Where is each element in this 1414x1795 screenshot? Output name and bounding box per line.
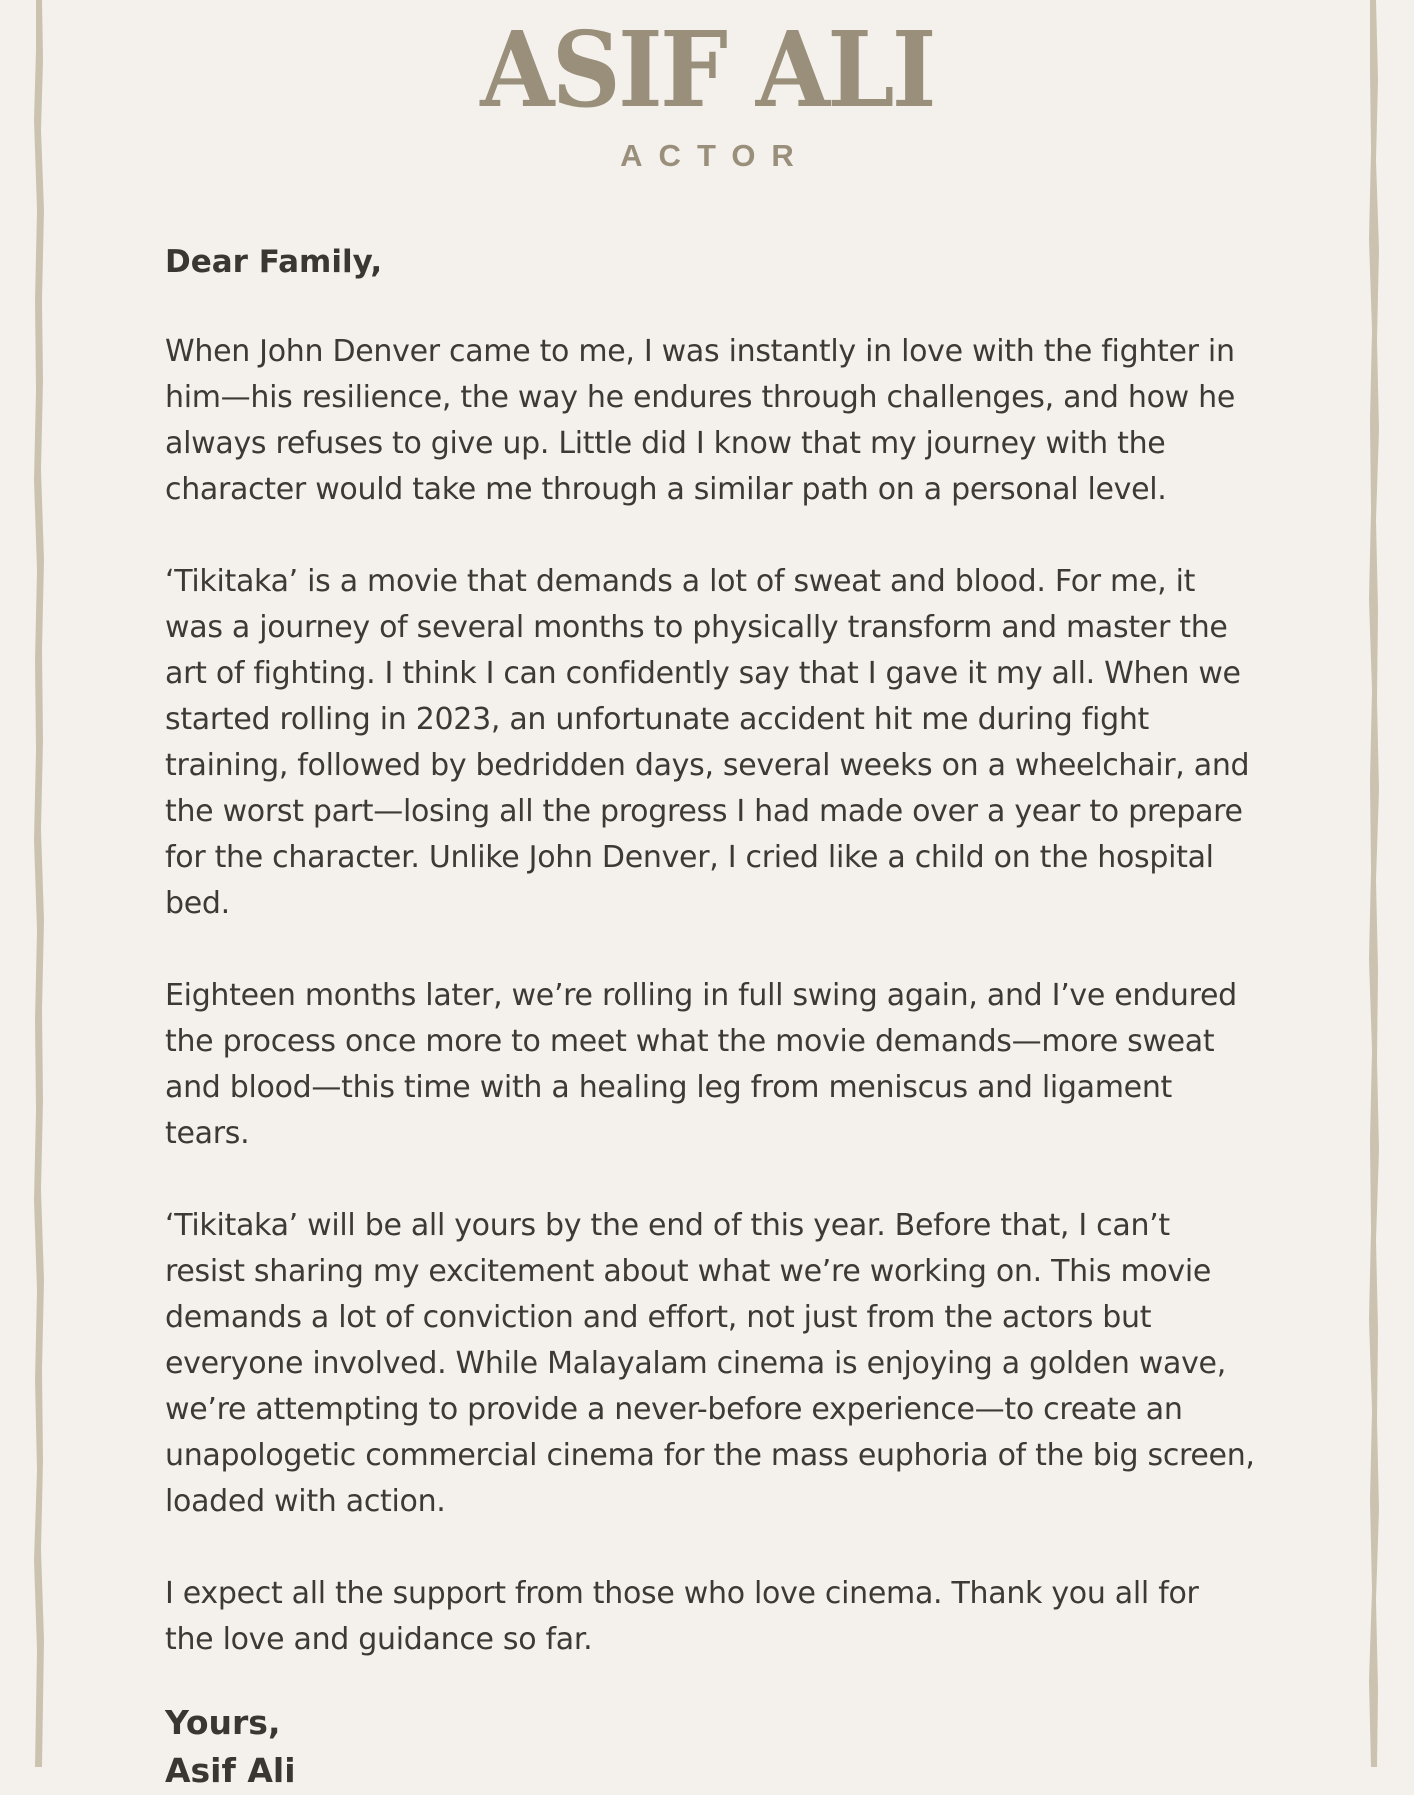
paragraph-1: When John Denver came to me, I was instantly in love with the fighter in him—his resilience, the way he endures through challenges, and how he always refuses to give up. Little did I know that my journey with the character would take me through a similar path on a personal level. bbox=[165, 334, 1235, 507]
right-torn-border bbox=[1367, 0, 1381, 1767]
signature: Asif Ali bbox=[165, 1751, 296, 1790]
letter-body bbox=[165, 240, 1255, 1795]
paragraph-4: ‘Tikitaka’ will be all yours by the end of this year. Before that, I can’t resist sharing my excitement about what we’re working on. This movie demands a lot of conviction and effort, not just from the actors but everyone involved. While Malayalam cinema is enjoying a golden wave, we’re attempting to provide a never-before experience—to create an unapologetic commercial cinema for the mass euphoria of the big screen, loaded with action. bbox=[165, 1208, 1255, 1519]
letterhead bbox=[0, 8, 1414, 174]
closing-line: Yours, bbox=[165, 1703, 281, 1742]
sender-role: ACTOR bbox=[620, 138, 810, 173]
left-torn-border bbox=[32, 0, 46, 1767]
paragraph-3: Eighteen months later, we’re rolling in full swing again, and I’ve endured the process once more to meet what the movie demands—more sweat and blood—this time with a healing leg from meniscus and ligament tears. bbox=[165, 978, 1237, 1151]
salutation: Dear Family, bbox=[165, 244, 383, 280]
paragraph-2: ‘Tikitaka’ is a movie that demands a lot of sweat and blood. For me, it was a journey of several months to physically transform and master the art of fighting. I think I can confidently say that I gave it my all. When we started rolling in 2023, an unfortunate accident hit me during fight training, followed by bedridden days, several weeks on a wheelchair, and the worst part—losing all the progress I had made over a year to prepare for the character. Unlike John Denver, I cried like a child on the hospital bed. bbox=[165, 564, 1250, 921]
sender-name-title: ASIF ALI bbox=[480, 8, 934, 131]
paragraph-5: I expect all the support from those who love cinema. Thank you all for the love and guidance so far. bbox=[165, 1576, 1199, 1657]
